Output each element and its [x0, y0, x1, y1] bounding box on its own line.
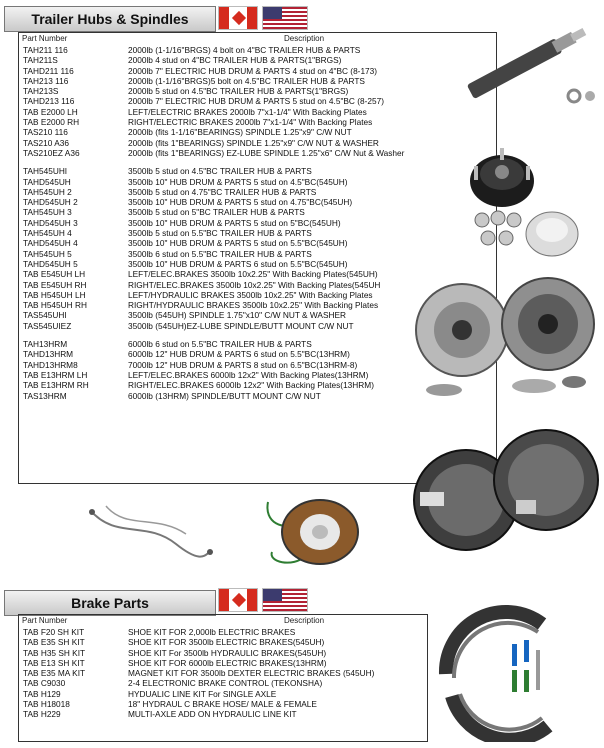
- part-number: TAS545UIEZ: [23, 320, 72, 331]
- table-row: [23, 269, 404, 279]
- table-row: [23, 66, 404, 76]
- country-flags-brakes: [218, 588, 308, 612]
- canada-flag-icon: [218, 6, 258, 30]
- brakes-section-title: Brake Parts: [4, 590, 216, 616]
- part-description: LEFT/ELEC.BRAKES 6000lb 12x2" With Backing Plates(13HRM): [128, 369, 369, 380]
- table-row: [23, 290, 404, 300]
- part-number: TAB C9030: [23, 678, 66, 689]
- part-number: TAB H35 SH KIT: [23, 647, 86, 658]
- part-number: TAHD545UH 4: [23, 238, 78, 249]
- part-number: TAB E2000 LH: [23, 106, 78, 117]
- group-spacer: [23, 158, 404, 166]
- part-description: 3500lb 10" HUB DRUM & PARTS 5 stud on 4.5"BC(545UH): [128, 176, 348, 187]
- part-description: RIGHT/HYDRAULIC BRAKES 3500lb 10x2.25" With Backing Plates: [128, 300, 379, 311]
- part-number: TAB F20 SH KIT: [23, 627, 85, 637]
- table-row: [23, 259, 404, 269]
- table-row: [23, 300, 404, 310]
- table-row: [23, 148, 404, 158]
- table-row: [23, 370, 404, 380]
- part-number: TAB E13HRM LH: [23, 369, 88, 380]
- part-number: TAB E2000 RH: [23, 117, 80, 128]
- part-description: 2000lb 7" ELECTRIC HUB DRUM & PARTS 5 stud on 4.5"BC (8-257): [128, 96, 384, 107]
- backing-plates-illustration: [406, 420, 602, 560]
- part-description: RIGHT/ELEC.BRAKES 3500lb 10x2.25" With Backing Plates(545UH: [128, 279, 381, 290]
- table-row: [23, 678, 374, 688]
- part-number: TAB H545UH LH: [23, 289, 86, 300]
- part-description: MAGNET KIT FOR 3500lb DEXTER ELECTRIC BRAKES (545UH): [128, 668, 375, 679]
- part-description: 3500lb 6 stud on 5.5"BC TRAILER HUB & PARTS: [128, 248, 312, 259]
- part-number: TAB E35 MA KIT: [23, 668, 86, 679]
- table-row: [23, 627, 374, 637]
- part-number: TAS210 A36: [23, 137, 69, 148]
- part-number: TAH213S: [23, 86, 59, 97]
- table-row: [23, 238, 404, 248]
- table-row: [23, 321, 404, 331]
- spindle-axle-illustration: [448, 18, 598, 108]
- part-description: SHOE KIT FOR 3500lb ELECTRIC BRAKES(545UH): [128, 637, 325, 648]
- part-number: TAB H545UH RH: [23, 300, 87, 311]
- table-row: [23, 96, 404, 106]
- part-number: TAHD211 116: [23, 65, 74, 76]
- part-description: 7000lb 12" HUB DRUM & PARTS 8 stud on 6.5"BC(13HRM-8): [128, 359, 358, 370]
- part-number: TAB H18018: [23, 699, 70, 710]
- part-number: TAHD545UH: [23, 176, 71, 187]
- table-row: [23, 249, 404, 259]
- part-number: TAH213 116: [23, 75, 69, 86]
- part-description: 3500lb 5 stud on 4.75"BC TRAILER HUB & PARTS: [128, 186, 317, 197]
- table-row: [23, 138, 404, 148]
- table-row: [23, 55, 404, 65]
- part-description: 2000lb 4 stud on 4"BC TRAILER HUB & PARTS(1"BRGS): [128, 55, 342, 66]
- table-row: [23, 218, 404, 228]
- part-description: LEFT/ELEC.BRAKES 3500lb 10x2.25" With Backing Plates(545UH): [128, 269, 378, 280]
- part-description: 3500lb 10" HUB DRUM & PARTS 5 stud on 5"BC(545UH): [128, 217, 341, 228]
- table-row: [23, 699, 374, 709]
- brake-magnet-illustration: [262, 492, 370, 572]
- brake-shoes-and-springs-illustration: [432, 600, 600, 742]
- part-number: TAS210 116: [23, 127, 68, 138]
- part-description: 2000lb (1-1/16"BRGS) 4 bolt on 4"BC TRAILER HUB & PARTS: [128, 45, 361, 55]
- lug-nuts-and-cap-illustration: [470, 204, 600, 264]
- part-number: TAH545UH 2: [23, 186, 72, 197]
- table-row: [23, 107, 404, 117]
- part-description: RIGHT/ELEC.BRAKES 6000lb 12x2" With Backing Plates(13HRM): [128, 380, 374, 391]
- table-row: [23, 228, 404, 238]
- part-number: TAH545UH 4: [23, 228, 72, 239]
- table-row: [23, 658, 374, 668]
- brakes-col-part-number: Part Number: [22, 616, 68, 625]
- country-flags: [218, 6, 308, 30]
- part-description: 3500lb 5 stud on 5.5"BC TRAILER HUB & PARTS: [128, 228, 312, 239]
- part-number: TAB E13HRM RH: [23, 380, 89, 391]
- part-description: 2000lb (fits 1-1/16"BEARINGS) SPINDLE 1.25"x9" C/W NUT: [128, 127, 352, 138]
- part-number: TAB H129: [23, 688, 61, 699]
- part-number: TAB E545UH LH: [23, 269, 86, 280]
- part-number: TAH211S: [23, 55, 58, 66]
- hubs-parts-list: [23, 45, 404, 401]
- table-row: [23, 637, 374, 647]
- part-description: 2000lb (1-1/16"BRGS)5 bolt on 4.5"BC TRAILER HUB & PARTS: [128, 75, 365, 86]
- table-row: [23, 187, 404, 197]
- part-description: RIGHT/ELECTRIC BRAKES 2000lb 7"x1-1/4" With Backing Plates: [128, 117, 373, 128]
- part-description: 3500lb 10" HUB DRUM & PARTS 5 stud on 5.5"BC(545UH): [128, 238, 348, 249]
- part-number: TAS210EZ A36: [23, 147, 80, 158]
- table-row: [23, 360, 404, 370]
- table-row: [23, 339, 404, 349]
- table-row: [23, 76, 404, 86]
- group-spacer: [23, 331, 404, 339]
- part-description: 6000lb (13HRM) SPINDLE/BUTT MOUNT C/W NUT: [128, 390, 321, 401]
- part-description: LEFT/ELECTRIC BRAKES 2000lb 7"x1-1/4" With Backing Plates: [128, 106, 367, 117]
- part-number: TAHD13HRM: [23, 349, 74, 360]
- table-row: [23, 668, 374, 678]
- part-number: TAH13HRM: [23, 339, 68, 350]
- part-description: HYDUALIC LINE KIT For SINGLE AXLE: [128, 688, 277, 699]
- part-description: 6000lb 6 stud on 5.5"BC TRAILER HUB & PARTS: [128, 339, 312, 350]
- part-description: 3500lb 10" HUB DRUM & PARTS 5 stud on 4.75"BC(545UH): [128, 197, 353, 208]
- part-description: 3500lb 5 stud on 5"BC TRAILER HUB & PARTS: [128, 207, 305, 218]
- part-number: TAB E35 SH KIT: [23, 637, 85, 648]
- table-row: [23, 689, 374, 699]
- table-row: [23, 45, 404, 55]
- part-number: TAH545UHI: [23, 166, 68, 177]
- part-description: 3500lb 10" HUB DRUM & PARTS 6 stud on 5.5"BC(545UH): [128, 258, 348, 269]
- part-description: 2000lb (fits 1"BEARINGS) SPINDLE 1.25"x9" C/W NUT & WASHER: [128, 137, 379, 148]
- table-row: [23, 177, 404, 187]
- table-row: [23, 280, 404, 290]
- part-number: TAHD545UH 3: [23, 217, 78, 228]
- part-number: TAH211 116: [23, 45, 68, 55]
- usa-flag-icon: [262, 588, 308, 612]
- canada-flag-icon: [218, 588, 258, 612]
- table-row: [23, 310, 404, 320]
- part-description: 18" HYDRAUL C BRAKE HOSE/ MALE & FEMALE: [128, 699, 317, 710]
- part-description: 3500lb (545UH) SPINDLE 1.75"x10" C/W NUT & WASHER: [128, 310, 346, 321]
- table-row: [23, 86, 404, 96]
- table-row: [23, 648, 374, 658]
- part-number: TAHD545UH 2: [23, 197, 78, 208]
- part-description: 2000lb 5 stud on 4.5"BC TRAILER HUB & PARTS(1"BRGS): [128, 86, 349, 97]
- part-description: 2000lb (fits 1"BEARINGS) EZ-LUBE SPINDLE 1.25"x6" C/W Nut & Washer: [128, 147, 405, 158]
- part-description: 3500lb (545UH)EZ-LUBE SPINDLE/BUTT MOUNT C/W NUT: [128, 320, 354, 331]
- brakes-col-description: Description: [284, 616, 325, 625]
- usa-flag-icon: [262, 6, 308, 30]
- hubs-section-title: Trailer Hubs & Spindles: [4, 6, 216, 32]
- part-number: TAB H229: [23, 709, 61, 720]
- part-number: TAH545UH 3: [23, 207, 72, 218]
- part-description: LEFT/HYDRAULIC BRAKES 3500lb 10x2.25" With Backing Plates: [128, 289, 373, 300]
- table-row: [23, 197, 404, 207]
- table-row: [23, 391, 404, 401]
- part-description: 2000lb 7" ELECTRIC HUB DRUM & PARTS 4 stud on 4"BC (8-173): [128, 65, 378, 76]
- part-number: TAHD545UH 5: [23, 258, 78, 269]
- part-description: MULTI-AXLE ADD ON HYDRAULIC LINE KIT: [128, 709, 297, 720]
- part-number: TAHD213 116: [23, 96, 75, 107]
- table-row: [23, 207, 404, 217]
- hubs-col-part-number: Part Number: [22, 34, 68, 43]
- hydraulic-line-kit-illustration: [86, 500, 216, 560]
- part-number: TAS13HRM: [23, 390, 67, 401]
- table-row: [23, 127, 404, 137]
- table-row: [23, 117, 404, 127]
- brakes-parts-list: [23, 627, 374, 720]
- part-description: 6000lb 12" HUB DRUM & PARTS 6 stud on 5.5"BC(13HRM): [128, 349, 350, 360]
- hubs-col-description: Description: [284, 34, 325, 43]
- part-description: SHOE KIT FOR 2,000lb ELECTRIC BRAKES: [128, 627, 296, 637]
- table-row: [23, 380, 404, 390]
- part-number: TAS545UHI: [23, 310, 67, 321]
- part-description: 2-4 ELECTRONIC BRAKE CONTROL (TEKONSHA): [128, 678, 323, 689]
- part-description: SHOE KIT For 3500lb HYDRAULIC BRAKES(545UH): [128, 647, 327, 658]
- part-number: TAHD13HRM8: [23, 359, 78, 370]
- table-row: [23, 349, 404, 359]
- part-description: 3500lb 5 stud on 4.5"BC TRAILER HUB & PARTS: [128, 166, 312, 177]
- table-row: [23, 166, 404, 176]
- hub-drums-illustration: [414, 272, 600, 412]
- part-number: TAB E13 SH KIT: [23, 657, 85, 668]
- table-row: [23, 709, 374, 719]
- part-number: TAB E545UH RH: [23, 279, 87, 290]
- part-description: SHOE KIT FOR 6000lb ELECTRIC BRAKES(13HRM): [128, 657, 327, 668]
- part-number: TAH545UH 5: [23, 248, 72, 259]
